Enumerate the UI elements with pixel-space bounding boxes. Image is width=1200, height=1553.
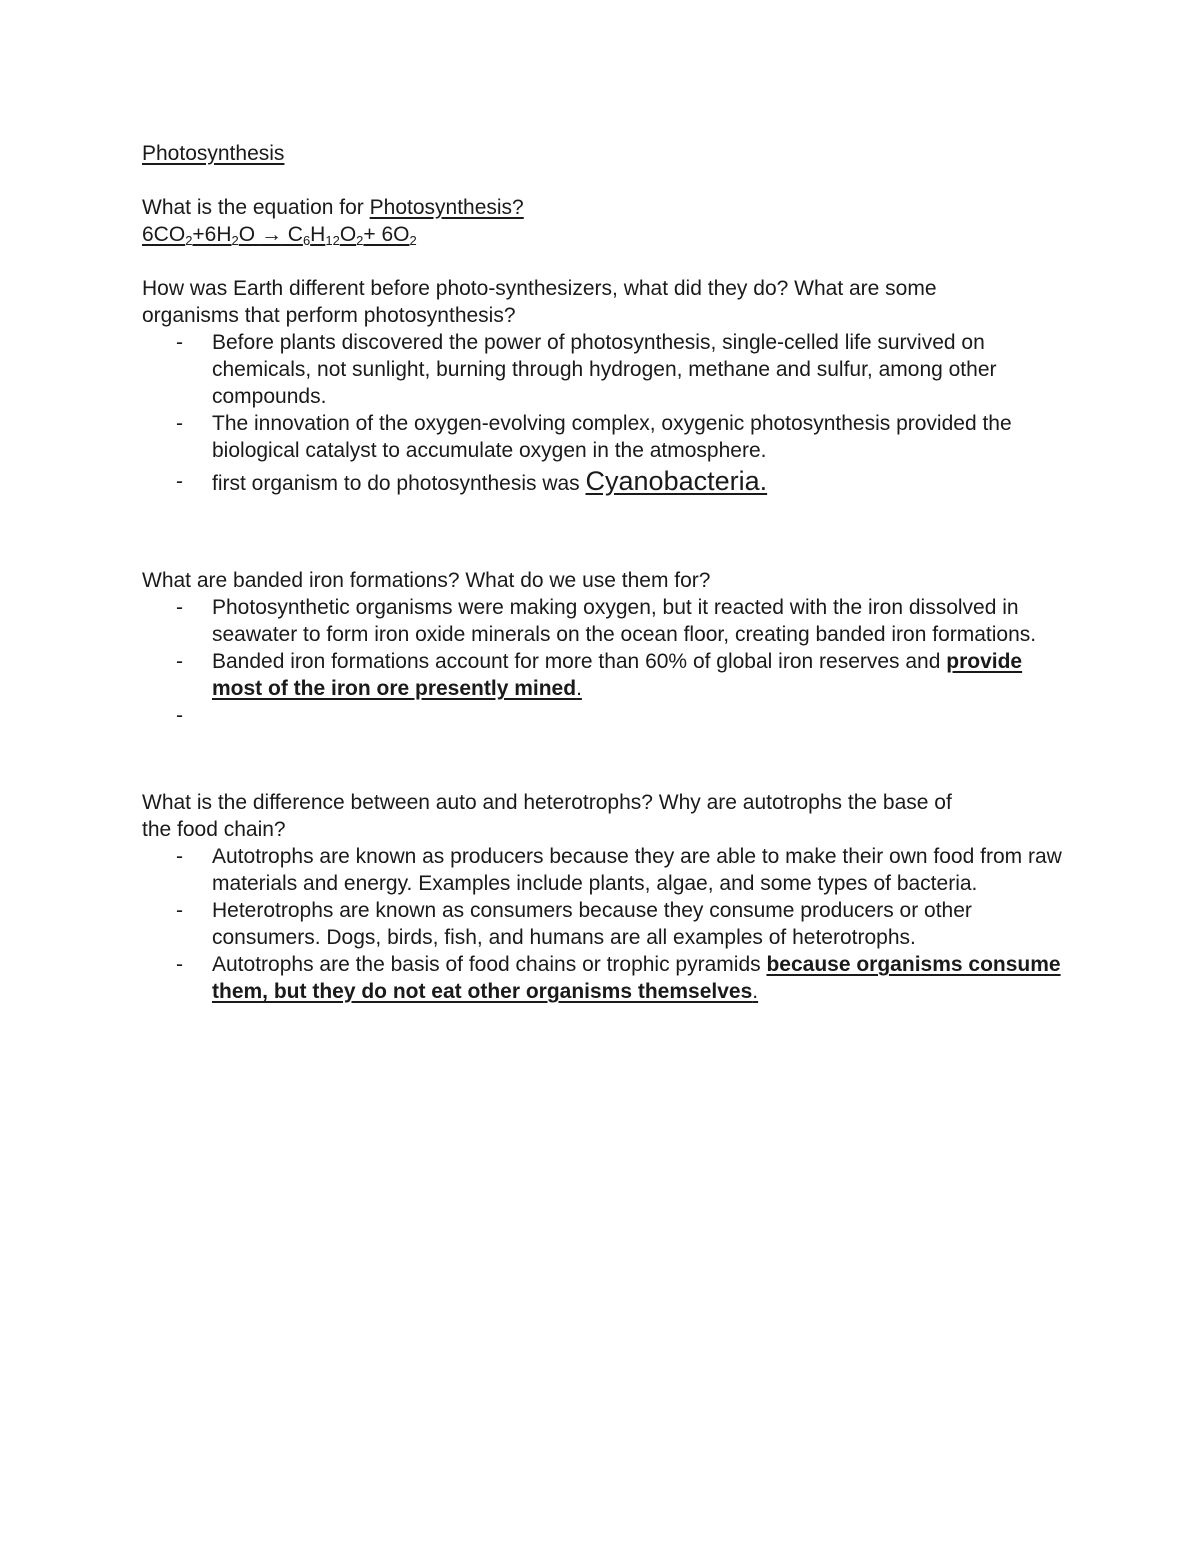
question-1 [142,194,1062,221]
list-item: - Photosynthetic organisms were making oxygen, but it reacted with the iron dissolved in seawater to form iron oxide minerals on the ocean floor, creating banded iron formations. [176,596,1037,646]
question-4-line-1: What is the difference between auto and heterotrophs? Why are autotrophs the base of [142,791,952,814]
list-item: - Heterotrophs are known as consumers because they consume producers or other consumers. Dogs, birds, fish, and humans are all examples of heterotrophs. [176,899,972,949]
answer-list-3 [142,594,1062,729]
list-item-empty: - [176,704,183,727]
answer-list-4 [142,843,1062,1005]
answer-list-2 [142,329,1062,497]
question-3: What are banded iron formations? What do we use them for? [142,569,711,592]
cyanobacteria-emphasis: Cyanobacteria. [585,466,768,496]
list-item: - first organism to do photosynthesis was Cyanobacteria. [176,466,768,496]
list-item: - The innovation of the oxygen-evolving complex, oxygenic photosynthesis provided the biological catalyst to accumulate oxygen in the atmosphere. [176,412,1012,462]
question-4-line-2: the food chain? [142,818,286,841]
question-1-text: What is the equation for [142,196,370,219]
food-chain-emphasis: because organisms consume them, but they do not eat other organisms themselves [212,953,1061,1003]
list-item: - Banded iron formations account for more than 60% of global iron reserves and provide most of the iron ore presently mined. [176,650,1023,700]
photosynthesis-equation: $6CO_2+6H_2O \to C_6H_{12}O_2+ 6O_2$ [142,223,417,248]
arrow-icon: → [260,223,282,246]
iron-ore-emphasis: provide most of the iron ore presently mined [212,650,1023,700]
list-item: - Autotrophs are the basis of food chains or trophic pyramids because organisms consume them, but they do not eat other organisms themselves. [176,953,1061,1003]
question-2-line-1: How was Earth different before photo-synthesizers, what did they do? What are some [142,277,937,300]
list-item: - Autotrophs are known as producers because they are able to make their own food from raw materials and energy. Examples include plants, algae, and some types of bacteria. [176,845,1062,895]
document-title: Photosynthesis [142,142,285,165]
question-2-line-2: organisms that perform photosynthesis? [142,304,516,327]
document-page [142,140,1062,1005]
list-item: - Before plants discovered the power of photosynthesis, single-celled life survived on chemicals, not sunlight, burning through hydrogen, methane and sulfur, among other compounds. [176,331,997,408]
question-1-link: Photosynthesis? [369,196,524,219]
